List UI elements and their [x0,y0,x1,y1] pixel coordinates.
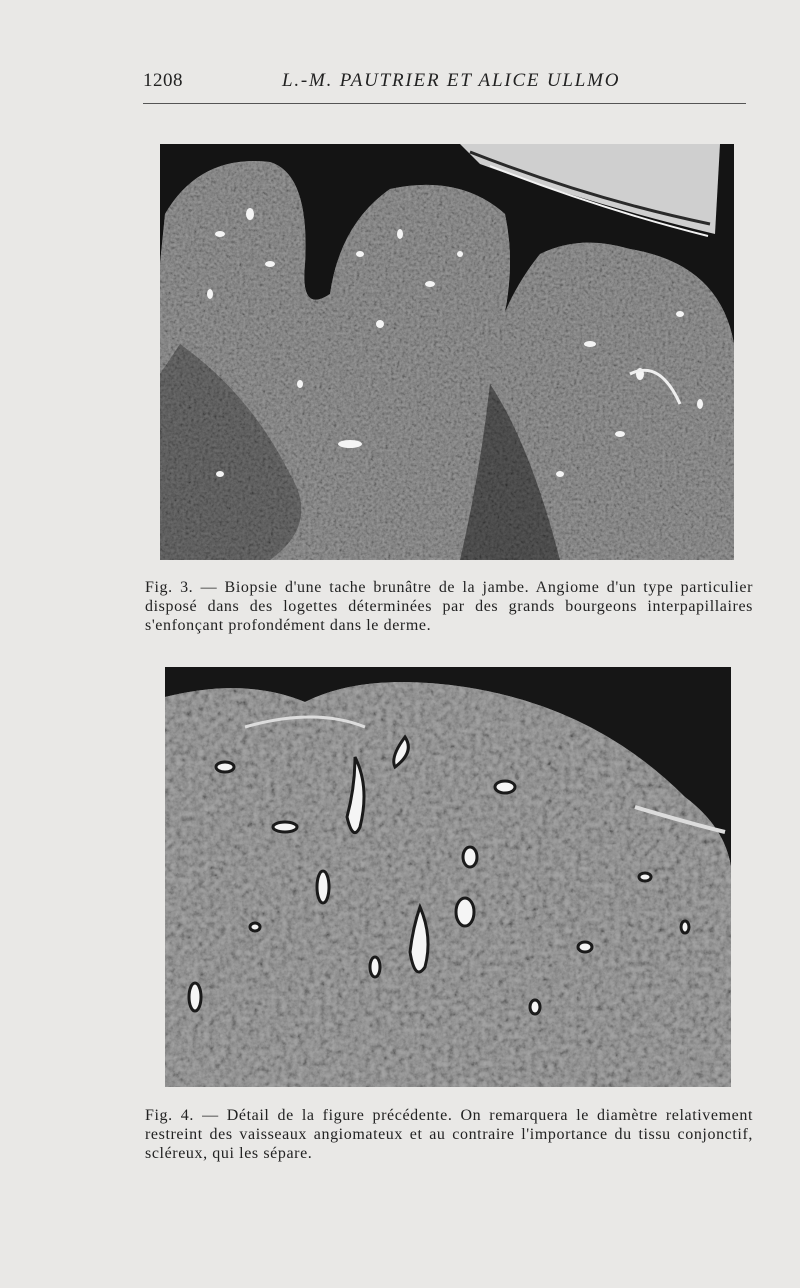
page-number: 1208 [143,70,183,91]
figure-4-micrograph [165,667,731,1087]
figure-4-caption-text: Fig. 4. — Détail de la figure précédente. On remarquera le diamètre relativement restreint des vaisseaux angiomateux et au contraire l'importance du tissu conjonctif, scléreux, qui les sépare. [145,1107,753,1162]
figure-4-caption [145,1106,753,1163]
figure-3-caption [145,578,753,635]
figure-3-image [160,144,734,560]
running-head: L.-M. PAUTRIER ET ALICE ULLMO [282,70,621,91]
header-rule [143,103,746,104]
figure-3-micrograph [160,144,734,560]
figure-3-caption-text: Fig. 3. — Biopsie d'une tache brunâtre de la jambe. Angiome d'un type particulier disposé dans des logettes déterminées par des grands bourgeons interpapillaires s'enfonçant profondément dans le derme. [145,579,753,634]
figure-4-image [165,667,731,1087]
